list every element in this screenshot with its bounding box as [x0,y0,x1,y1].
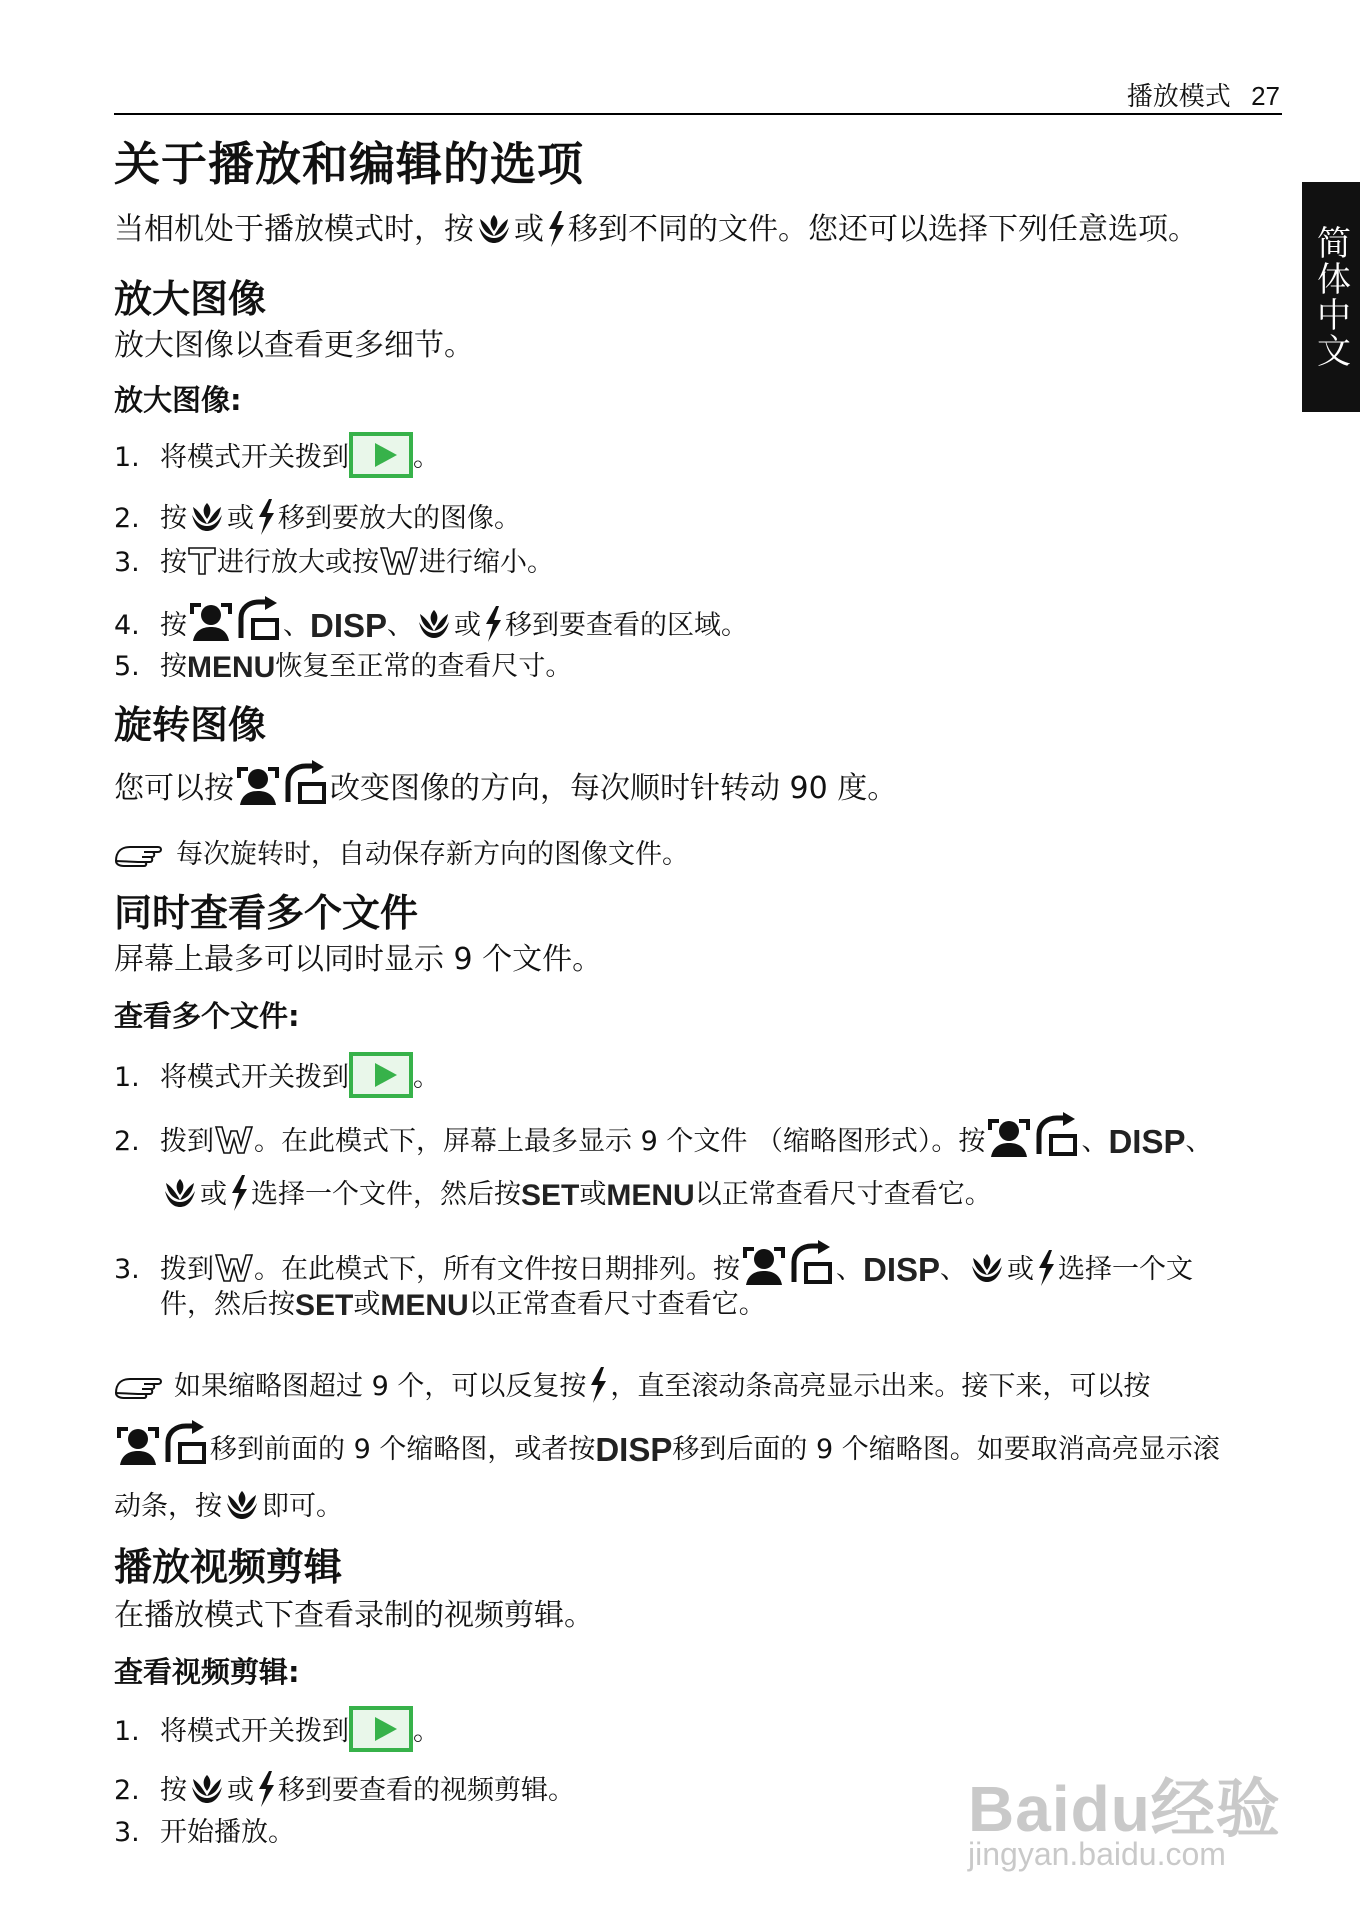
macro-flower-icon [474,209,514,249]
separator: 、 [283,610,310,641]
step-text: 移到要查看的区域。 [505,610,749,641]
video-step-1 [114,1706,440,1752]
step-number: 2. [114,1126,140,1157]
rotate-note [114,832,689,871]
zoom-w-icon [214,1253,254,1283]
language-tab: 简体中文 [1302,182,1360,412]
zoom-t-icon [187,546,217,576]
menu-key: MENU [187,651,276,684]
rotate-heading: 旋转图像 [114,703,267,747]
playback-play-icon [349,432,413,478]
step-number: 3. [114,1254,140,1285]
multi-note-line-2 [114,1420,1220,1469]
playback-play-icon [349,1052,413,1098]
zoom-step-3 [114,540,554,579]
step-text: 。 [413,1062,440,1093]
step-text: 或 [200,1179,227,1210]
intro-text-c: 移到不同的文件。您还可以选择下列任意选项。 [568,212,1198,247]
step-text: 。 [413,1716,440,1747]
step-text: 将模式开关拨到 [160,1716,349,1747]
zoom-step-2 [114,496,521,537]
disp-key: DISP [863,1251,941,1288]
zoom-step-5 [114,644,572,685]
multi-subheading: 查看多个文件: [114,999,300,1033]
step-text: 或 [227,503,254,534]
step-text: 按 [160,547,187,578]
step-number: 4. [114,610,140,641]
macro-flower-icon [414,604,454,644]
rotate-text-a: 您可以按 [114,771,234,806]
zoom-step-4 [114,596,748,645]
multi-heading: 同时查看多个文件 [114,891,419,935]
multi-step-2-cont [160,1172,992,1213]
note-text: 即可。 [262,1491,343,1522]
step-text: 将模式开关拨到 [160,442,349,473]
multi-note-line-3 [114,1484,343,1525]
step-text: 拨到 [160,1254,214,1285]
baidu-watermark-logo: Baidu经验 [968,1773,1281,1845]
zoom-heading: 放大图像 [114,277,267,321]
macro-flower-icon [187,1769,227,1809]
step-text: 按 [160,651,187,682]
step-text: 。在此模式下，屏幕上最多显示 9 个文件 （缩略图形式）。按 [254,1126,986,1157]
step-text: 将模式开关拨到 [160,1062,349,1093]
step-text: 按 [160,610,187,641]
zoom-w-icon [379,546,419,576]
macro-flower-icon [967,1248,1007,1288]
note-hand-icon [114,1371,166,1401]
video-step-2 [114,1768,575,1809]
set-key: SET [521,1179,580,1212]
rotate-icon [1033,1112,1081,1160]
multi-step-1 [114,1052,440,1098]
step-text: 或 [353,1289,381,1320]
video-subheading: 查看视频剪辑: [114,1655,300,1689]
multi-desc: 屏幕上最多可以同时显示 9 个文件。 [114,942,603,977]
step-number: 1. [114,1716,140,1747]
separator: 、 [836,1254,863,1285]
multi-note-line-1 [114,1364,1150,1405]
rotate-icon [235,596,283,644]
intro-paragraph [114,204,1198,249]
macro-flower-icon [160,1173,200,1213]
separator: 、 [1081,1126,1109,1157]
playback-play-icon [349,1706,413,1752]
note-text: 动条，按 [114,1491,222,1522]
step-text: 移到要放大的图像。 [278,503,521,534]
menu-key: MENU [380,1289,469,1322]
header-section: 播放模式 [1126,82,1231,112]
step-text: 以正常查看尺寸查看它。 [694,1179,992,1210]
disp-key: DISP [1108,1123,1186,1160]
intro-text-b: 或 [514,212,544,247]
intro-text-a: 当相机处于播放模式时，按 [114,212,474,247]
step-number: 1. [114,1062,140,1093]
set-key: SET [295,1289,354,1322]
step-number: 3. [114,547,140,578]
page-number: 27 [1251,81,1280,111]
face-detect-icon [234,764,282,808]
face-detect-icon [114,1424,162,1468]
macro-flower-icon [222,1485,262,1525]
rotate-icon [788,1240,836,1288]
separator: 、 [387,610,415,641]
step-text: 。 [413,442,440,473]
menu-key: MENU [606,1179,695,1212]
step-text: 开始播放。 [160,1817,295,1848]
step-number: 5. [114,651,140,682]
step-text: 拨到 [160,1126,214,1157]
step-text: 件，然后按 [160,1289,295,1320]
step-number: 2. [114,1775,140,1806]
macro-flower-icon [187,497,227,537]
note-text: ，直至滚动条高亮显示出来。接下来，可以按 [610,1371,1151,1402]
zoom-w-icon [214,1125,254,1155]
step-text: 选择一个文件，然后按 [251,1179,521,1210]
step-text: 或 [227,1775,254,1806]
flash-bolt-icon [254,497,278,537]
face-detect-icon [985,1116,1033,1160]
face-detect-icon [187,600,235,644]
note-text: 移到后面的 9 个缩略图。如要取消高亮显示滚 [672,1434,1220,1465]
video-heading: 播放视频剪辑 [114,1545,343,1589]
baidu-watermark-url: jingyan.baidu.com [968,1836,1226,1872]
video-step-3 [114,1810,295,1849]
separator: 、 [1185,1126,1213,1157]
flash-bolt-icon [1034,1248,1058,1288]
rotate-paragraph [114,760,897,808]
note-text: 每次旋转时，自动保存新方向的图像文件。 [176,839,689,870]
multi-step-3-cont [160,1282,766,1323]
rotate-icon [162,1420,210,1468]
multi-step-2 [114,1112,1212,1161]
step-text: 移到要查看的视频剪辑。 [278,1775,575,1806]
flash-bolt-icon [544,209,568,249]
step-text: 以正常查看尺寸查看它。 [468,1289,766,1320]
rotate-text-b: 改变图像的方向，每次顺时针转动 90 度。 [330,771,898,806]
flash-bolt-icon [586,1365,610,1405]
disp-key: DISP [310,607,388,644]
step-number: 1. [114,442,140,473]
step-text: 或 [1007,1254,1035,1285]
step-text: 恢复至正常的查看尺寸。 [275,651,573,682]
step-number: 3. [114,1817,140,1848]
rotate-icon [282,760,330,808]
step-text: 或 [579,1179,607,1210]
flash-bolt-icon [227,1173,251,1213]
zoom-subheading: 放大图像: [114,383,242,417]
step-text: 或 [454,610,482,641]
step-text: 选择一个文 [1058,1254,1194,1285]
zoom-step-1 [114,432,440,478]
step-text: 按 [160,503,187,534]
flash-bolt-icon [254,1769,278,1809]
page-header [1127,76,1280,113]
video-desc: 在播放模式下查看录制的视频剪辑。 [114,1598,594,1633]
step-text: 。在此模式下，所有文件按日期排列。按 [254,1254,740,1285]
note-text: 如果缩略图超过 9 个，可以反复按 [174,1371,587,1402]
page-title: 关于播放和编辑的选项 [114,137,584,191]
step-text: 进行放大或按 [217,547,379,578]
header-rule [114,113,1282,115]
step-number: 2. [114,503,140,534]
separator: 、 [940,1254,968,1285]
note-hand-icon [114,839,166,869]
step-text: 按 [160,1775,187,1806]
flash-bolt-icon [481,604,505,644]
disp-key: DISP [595,1431,673,1468]
step-text: 进行缩小。 [419,547,554,578]
zoom-desc: 放大图像以查看更多细节。 [114,328,474,363]
note-text: 移到前面的 9 个缩略图，或者按 [210,1434,596,1465]
